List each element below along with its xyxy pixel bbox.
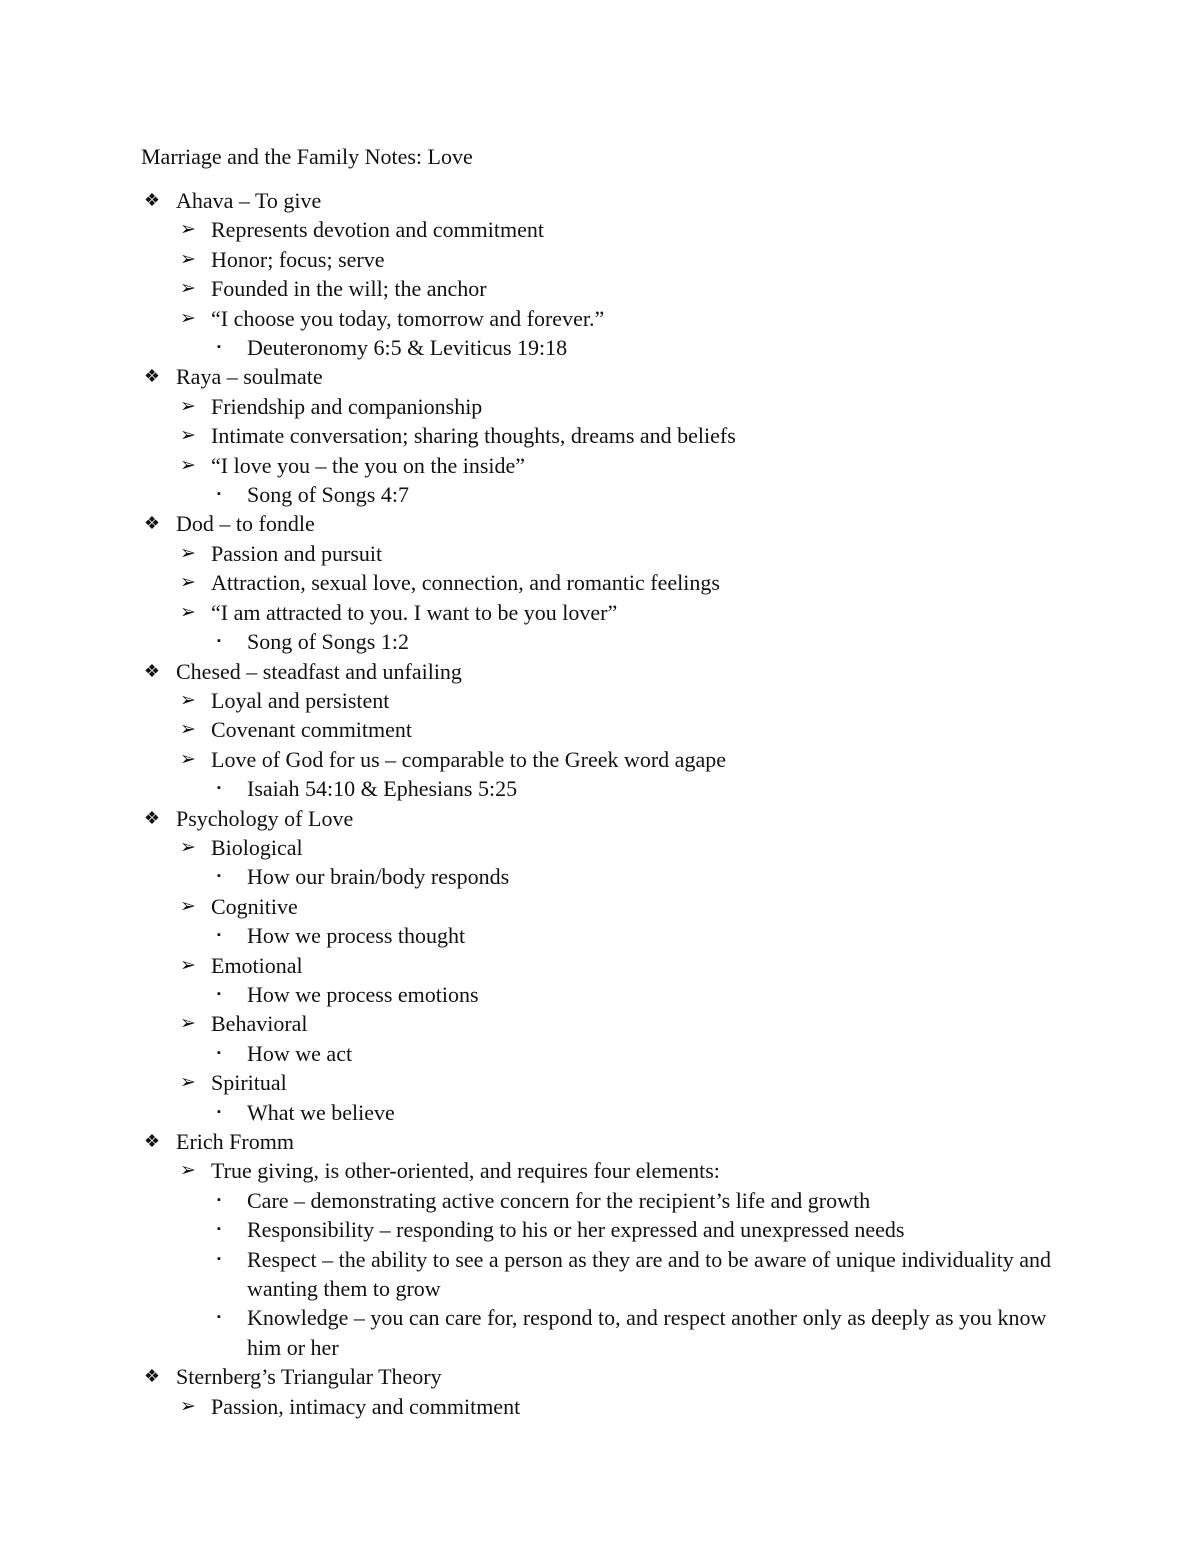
section-heading: [0, 657, 1200, 686]
list-item: [0, 245, 1200, 274]
section-heading: [0, 1362, 1200, 1391]
list-item: [0, 451, 1200, 480]
sub-list-item: [0, 1245, 1200, 1304]
square-bullet-icon: ▪: [217, 782, 221, 795]
diamond-bullet-icon: ❖: [143, 190, 161, 210]
bullet-text: Chesed – steadfast and unfailing: [176, 658, 462, 684]
sub-list-item: [0, 480, 1200, 509]
section-heading: [0, 186, 1200, 215]
arrow-bullet-icon: ➢: [180, 601, 196, 623]
bullet-text: Raya – soulmate: [176, 364, 323, 390]
square-bullet-icon: ▪: [217, 341, 221, 354]
bullet-text: How our brain/body responds: [247, 864, 510, 890]
diamond-bullet-icon: ❖: [143, 1366, 161, 1387]
bullet-text: “I love you – the you on the inside”: [211, 452, 526, 478]
list-item: [0, 215, 1200, 244]
bullet-text: Loyal and persistent: [211, 687, 390, 713]
square-bullet-icon: ▪: [217, 929, 221, 942]
sub-list-item: [0, 774, 1200, 803]
bullet-text: Psychology of Love: [176, 805, 354, 831]
section-heading: [0, 1127, 1200, 1156]
bullet-text: Emotional: [211, 952, 303, 978]
sub-list-item: [0, 1303, 1200, 1362]
bullet-text: Friendship and companionship: [211, 393, 483, 419]
bullet-text: Song of Songs 1:2: [247, 629, 409, 655]
arrow-bullet-icon: ➢: [180, 689, 196, 711]
list-item: [0, 1068, 1200, 1097]
bullet-text: Biological: [211, 834, 303, 860]
arrow-bullet-icon: ➢: [180, 219, 196, 241]
sub-list-item: [0, 921, 1200, 950]
sub-list-item: [0, 980, 1200, 1009]
document-title: Marriage and the Family Notes: Love: [141, 144, 473, 169]
list-item: [0, 686, 1200, 715]
bullet-text: Attraction, sexual love, connection, and romantic feelings: [211, 570, 720, 596]
bullet-text: Represents devotion and commitment: [211, 217, 544, 243]
section-heading: [0, 804, 1200, 833]
bullet-text: True giving, is other-oriented, and requires four elements:: [211, 1158, 720, 1184]
section-heading: [0, 362, 1200, 391]
list-item: [0, 274, 1200, 303]
bullet-text: Song of Songs 4:7: [247, 482, 409, 508]
bullet-text: Knowledge – you can care for, respond to, and respect another only as deeply as you know him or her: [247, 1305, 1047, 1360]
bullet-text: Erich Fromm: [176, 1129, 294, 1154]
square-bullet-icon: ▪: [217, 1311, 221, 1324]
bullet-text: Responsibility – responding to his or her expressed and unexpressed needs: [247, 1217, 905, 1243]
bullet-text: Passion and pursuit: [211, 540, 383, 566]
list-item: [0, 1009, 1200, 1038]
list-item: [0, 392, 1200, 421]
list-item: [0, 1392, 1200, 1421]
arrow-bullet-icon: ➢: [180, 1072, 196, 1094]
list-item: [0, 421, 1200, 450]
bullet-text: “I am attracted to you. I want to be you lover”: [211, 599, 618, 625]
arrow-bullet-icon: ➢: [180, 307, 196, 329]
bullet-text: Cognitive: [211, 893, 298, 919]
arrow-bullet-icon: ➢: [180, 836, 196, 858]
square-bullet-icon: ▪: [217, 1046, 221, 1059]
sub-list-item: [0, 1039, 1200, 1068]
list-item: [0, 304, 1200, 333]
diamond-bullet-icon: ❖: [143, 1131, 161, 1151]
bullet-text: Intimate conversation; sharing thoughts, dreams and beliefs: [211, 423, 736, 449]
sub-list-item: [0, 627, 1200, 656]
bullet-text: Founded in the will; the anchor: [211, 276, 487, 302]
bullet-text: Isaiah 54:10 & Ephesians 5:25: [247, 776, 518, 802]
square-bullet-icon: ▪: [217, 870, 221, 883]
bullet-text: Ahava – To give: [176, 188, 322, 213]
bullet-text: Spiritual: [211, 1070, 287, 1096]
bullet-text: Deuteronomy 6:5 & Leviticus 19:18: [247, 335, 568, 361]
bullet-text: Honor; focus; serve: [211, 246, 385, 272]
bullet-text: Love of God for us – comparable to the Greek word agape: [211, 746, 726, 772]
bullet-text: How we act: [247, 1040, 353, 1066]
diamond-bullet-icon: ❖: [143, 366, 161, 387]
list-item: [0, 833, 1200, 862]
notes-outline: [0, 186, 1200, 1421]
diamond-bullet-icon: ❖: [143, 513, 161, 534]
square-bullet-icon: ▪: [217, 1223, 221, 1236]
list-item: [0, 539, 1200, 568]
bullet-text: Passion, intimacy and commitment: [211, 1393, 521, 1419]
square-bullet-icon: ▪: [217, 987, 221, 1000]
arrow-bullet-icon: ➢: [180, 1160, 196, 1182]
sub-list-item: [0, 1098, 1200, 1127]
list-item: [0, 715, 1200, 744]
arrow-bullet-icon: ➢: [180, 748, 196, 770]
section-heading: [0, 509, 1200, 538]
bullet-text: Respect – the ability to see a person as they are and to be aware of unique individuality and wanting them to grow: [247, 1246, 1051, 1302]
list-item: [0, 1156, 1200, 1185]
bullet-text: Covenant commitment: [211, 717, 413, 743]
bullet-text: “I choose you today, tomorrow and forever.”: [211, 305, 605, 331]
arrow-bullet-icon: ➢: [180, 719, 196, 741]
sub-list-item: [0, 1215, 1200, 1244]
list-item: [0, 892, 1200, 921]
arrow-bullet-icon: ➢: [180, 248, 196, 270]
bullet-text: Dod – to fondle: [176, 511, 315, 537]
diamond-bullet-icon: ❖: [143, 807, 161, 828]
list-item: [0, 745, 1200, 774]
arrow-bullet-icon: ➢: [180, 278, 196, 300]
arrow-bullet-icon: ➢: [180, 895, 196, 917]
arrow-bullet-icon: ➢: [180, 1395, 196, 1417]
arrow-bullet-icon: ➢: [180, 1013, 196, 1035]
list-item: [0, 598, 1200, 627]
arrow-bullet-icon: ➢: [180, 425, 196, 447]
arrow-bullet-icon: ➢: [180, 454, 196, 476]
sub-list-item: [0, 333, 1200, 362]
square-bullet-icon: ▪: [217, 488, 221, 501]
list-item: [0, 568, 1200, 597]
bullet-text: Care – demonstrating active concern for the recipient’s life and growth: [247, 1187, 871, 1213]
arrow-bullet-icon: ➢: [180, 954, 196, 976]
bullet-text: How we process thought: [247, 923, 466, 949]
bullet-text: How we process emotions: [247, 981, 479, 1007]
arrow-bullet-icon: ➢: [180, 572, 196, 594]
square-bullet-icon: ▪: [217, 1252, 221, 1265]
list-item: [0, 951, 1200, 980]
square-bullet-icon: ▪: [217, 1193, 221, 1206]
square-bullet-icon: ▪: [217, 1105, 221, 1118]
bullet-text: What we believe: [247, 1099, 395, 1125]
sub-list-item: [0, 1186, 1200, 1215]
sub-list-item: [0, 862, 1200, 891]
diamond-bullet-icon: ❖: [143, 660, 161, 681]
square-bullet-icon: ▪: [217, 635, 221, 648]
bullet-text: Behavioral: [211, 1011, 308, 1037]
arrow-bullet-icon: ➢: [180, 395, 196, 417]
bullet-text: Sternberg’s Triangular Theory: [176, 1364, 442, 1390]
arrow-bullet-icon: ➢: [180, 542, 196, 564]
